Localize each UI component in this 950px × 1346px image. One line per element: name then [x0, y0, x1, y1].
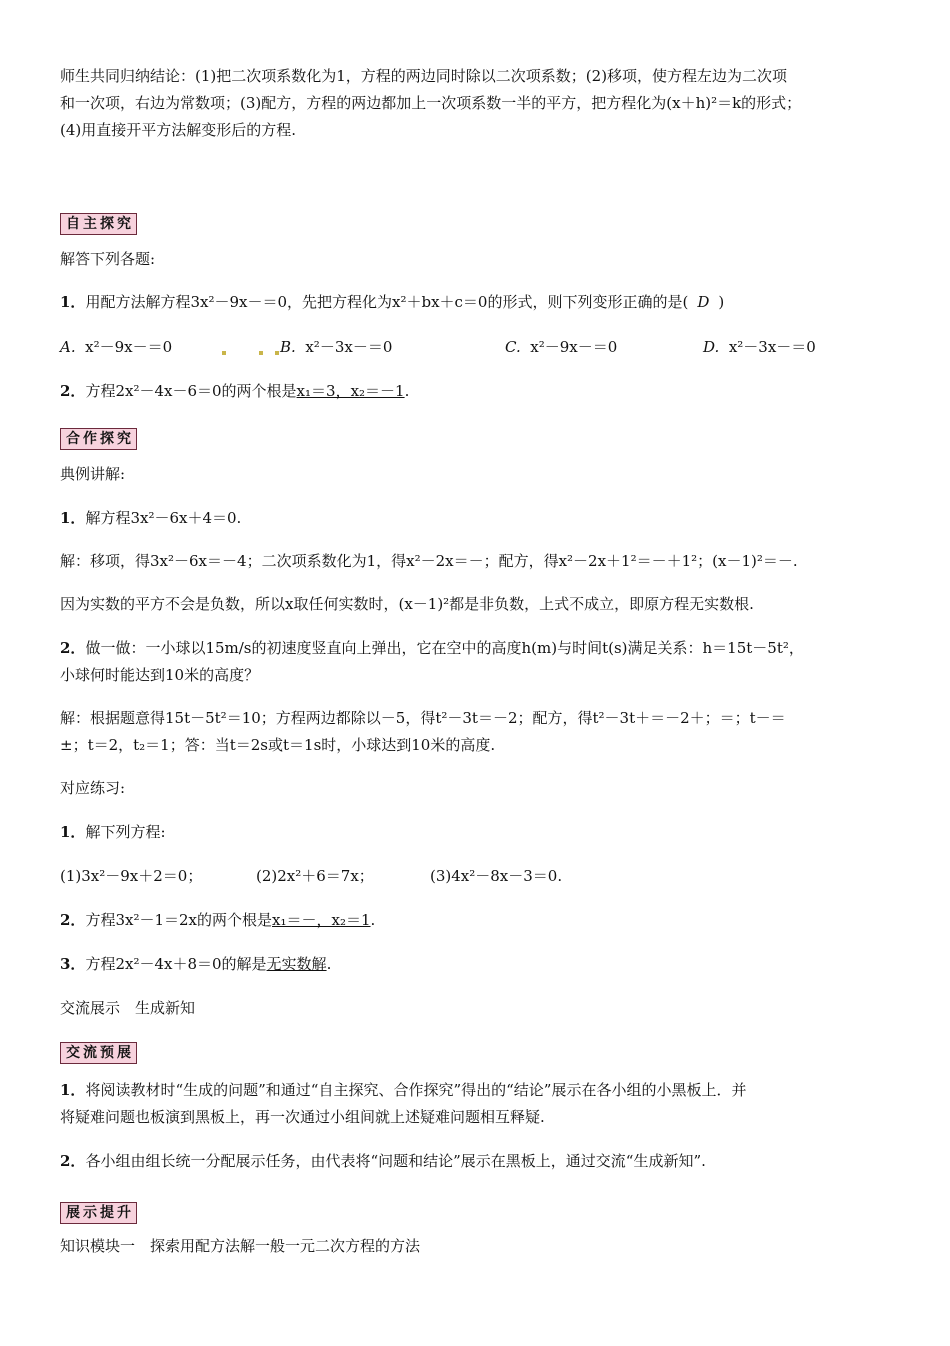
answer-underlined: x₁＝－，x₂＝1: [272, 911, 371, 929]
equation-item: (2)2x²＋6＝7x；: [256, 867, 374, 885]
question-number: 1．: [60, 293, 86, 311]
example-2-cont: 小球何时能达到10米的高度？: [60, 666, 260, 684]
question-2: 2．方程2x²－4x－6＝0的两个根是x₁＝3，x₂＝－1.: [60, 382, 410, 400]
example-2: 2．做一做：一小球以15m/s的初速度竖直向上弹出，它在空中的高度h(m)与时间t(s)满足关系：h＝15t－5t²，: [60, 639, 804, 657]
intro-line-3: (4)用直接开平方法解变形后的方程.: [60, 121, 297, 139]
exchange-item-2: 2．各小组由组长统一分配展示任务，由代表将“问题和结论”展示在黑板上，通过交流“生成新知”.: [60, 1152, 706, 1170]
option-b: B. x²－3x－＝0: [280, 338, 393, 356]
stray-dot: [275, 351, 279, 355]
example-1-solution: 解：移项，得3x²－6x＝－4；二次项系数化为1，得x²－2x＝－；配方，得x²－2x＋1²＝－＋1²；(x－1)²＝－.: [60, 552, 798, 570]
practice-title: 对应练习:: [60, 779, 126, 797]
question-close: ): [718, 293, 725, 311]
intro-line-2: 和一次项，右边为常数项；(3)配方，方程的两边都加上一次项系数一半的平方，把方程化为(x＋h)²＝k的形式；: [60, 94, 802, 112]
practice-2: 2．方程3x²－1＝2x的两个根是x₁＝－，x₂＝1.: [60, 911, 376, 929]
section1-subtitle: 解答下列各题:: [60, 250, 156, 268]
stray-dot: [259, 351, 263, 355]
knowledge-module: 知识模块一 探索用配方法解一般一元二次方程的方法: [60, 1237, 421, 1255]
equation-item: (3)4x²－8x－3＝0.: [430, 867, 563, 885]
intro-line-1: 师生共同归纳结论：(1)把二次项系数化为1，方程的两边同时除以二次项系数；(2)移项，使方程左边为二次项: [60, 67, 788, 85]
example-1-solution-cont: 因为实数的平方不会是负数，所以x取任何实数时，(x－1)²都是非负数，上式不成立，即原方程无实数根.: [60, 595, 754, 613]
answer-underlined: x₁＝3，x₂＝－1: [296, 382, 405, 400]
section2-subtitle: 典例讲解:: [60, 465, 126, 483]
example-2-solution: 解：根据题意得15t－5t²＝10；方程两边都除以－5，得t²－3t＝－2；配方，得t²－3t＋＝－2＋；＝；t－＝: [60, 709, 786, 727]
question-1: [60, 292, 724, 312]
question-answer: D: [697, 293, 710, 311]
option-a: A. x²－9x－＝0: [60, 338, 173, 356]
answer-underlined: 无实数解: [266, 955, 327, 973]
practice-3: 3．方程2x²－4x＋8＝0的解是无实数解.: [60, 955, 332, 973]
exchange-heading: 交流展示 生成新知: [60, 999, 196, 1017]
example-2-solution-cont: ±；t＝2，t₂＝1；答：当t＝2s或t＝1s时，小球达到10米的高度.: [60, 736, 496, 754]
section-badge-exchange-preview: 交流预展: [60, 1042, 137, 1064]
option-c: C. x²－9x－＝0: [505, 338, 618, 356]
practice-1: 1．解下列方程:: [60, 823, 166, 841]
section-badge-show-improve: 展示提升: [60, 1202, 137, 1224]
practice-1-items: [60, 866, 890, 888]
equation-item: (1)3x²－9x＋2＝0；: [60, 867, 203, 885]
stray-dot: [222, 351, 226, 355]
exchange-item-1: 1．将阅读教材时“生成的问题”和通过“自主探究、合作探究”得出的“结论”展示在各小组的小黑板上．并: [60, 1081, 747, 1099]
option-d: D. x²－3x－＝0: [703, 338, 816, 356]
question-text: 用配方法解方程3x²－9x－＝0，先把方程化为x²＋bx＋c＝0的形式，则下列变形正确的是(: [85, 293, 689, 311]
options-row: [60, 337, 890, 359]
section-badge-self-explore: 自主探究: [60, 213, 137, 235]
example-1: 1．解方程3x²－6x＋4＝0.: [60, 509, 242, 527]
section-badge-cooperative-explore: 合作探究: [60, 428, 137, 450]
exchange-item-1-cont: 将疑难问题也板演到黑板上，再一次通过小组间就上述疑难问题相互释疑.: [60, 1108, 545, 1126]
